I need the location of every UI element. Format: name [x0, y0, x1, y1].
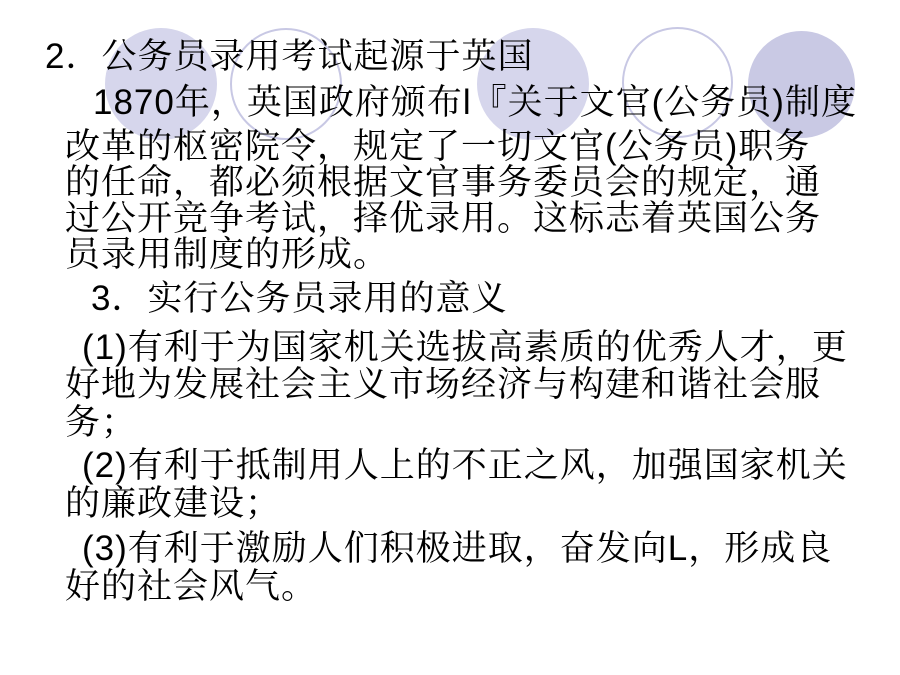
- body-line: 员录用制度的形成。: [65, 235, 390, 274]
- list-item-1-line: (1)有利于为国家机关选拔高素质的优秀人才，更: [82, 328, 848, 367]
- list-item-3-line: 好的社会风气。: [65, 567, 318, 606]
- list-item-2-line: (2)有利于抵制用人上的不正之风，加强国家机关: [82, 446, 848, 485]
- list-item-2-line: 的廉政建设；: [65, 484, 282, 523]
- body-line: 改革的枢密院令，规定了一切文官(公务员)职务: [65, 127, 811, 166]
- heading-item-3: 3．实行公务员录用的意义: [91, 279, 508, 318]
- body-line: 过公开竞争考试，择优录用。这标志着英国公务: [65, 199, 822, 238]
- list-item-3-line: (3)有利于激励人们积极进取，奋发向L，形成良: [82, 529, 833, 568]
- heading-item-2: 2．公务员录用考试起源于英国: [45, 37, 534, 76]
- body-line: 的任命，都必须根据文官事务委员会的规定，通: [65, 163, 822, 202]
- body-line: 1870年，英国政府颁布l『关于文官(公务员)制度: [93, 83, 857, 122]
- list-item-1-line: 好地为发展社会主义市场经济与构建和谐社会服: [65, 365, 822, 404]
- list-item-1-line: 务；: [65, 403, 138, 442]
